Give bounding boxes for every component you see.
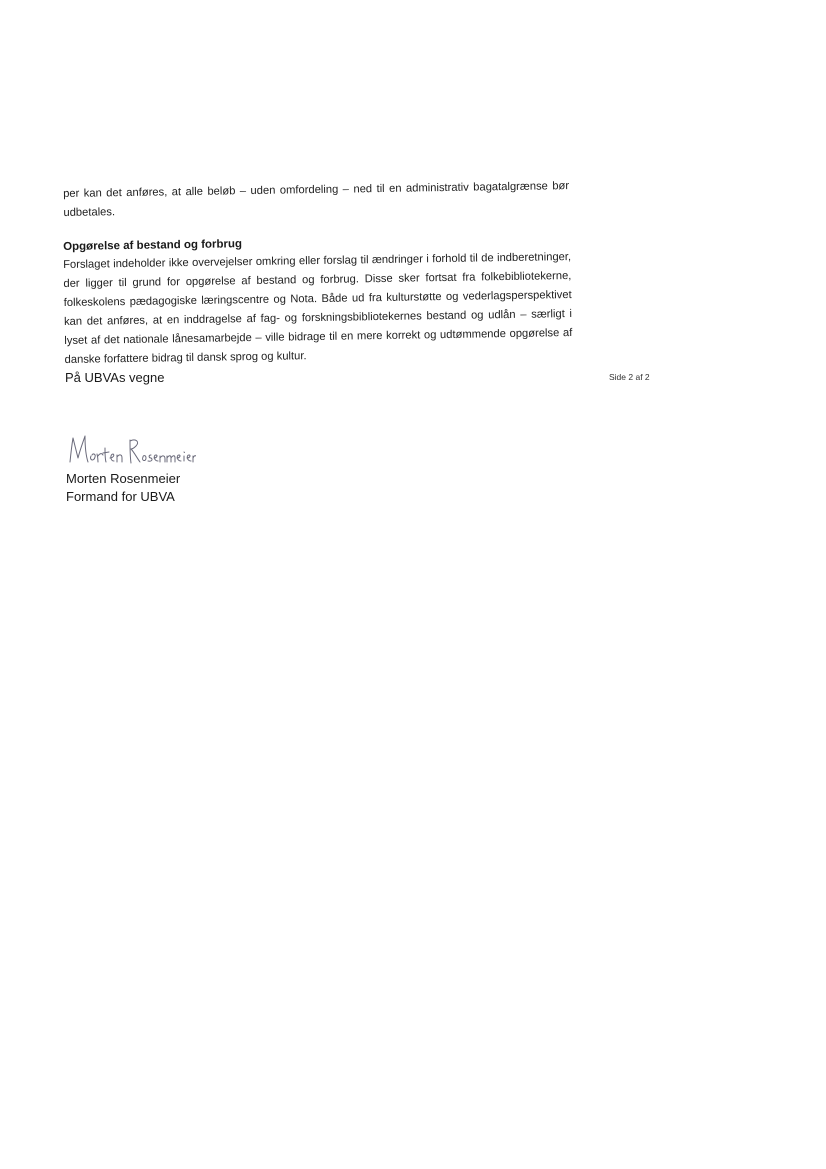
closing-line: På UBVAs vegne xyxy=(65,370,165,385)
signer-name: Morten Rosenmeier xyxy=(66,471,181,486)
paragraph-continued: per kan det anføres, at alle beløb – uden omfordeling – ned til en administrativ bagatalgrænse bør udbetales. xyxy=(63,180,570,219)
signer-title: Formand for UBVA xyxy=(66,489,175,504)
page-number: Side 2 af 2 xyxy=(609,372,650,382)
section-body: Forslaget indeholder ikke overvejelser omkring eller forslag til ændringer i forhold til de indberetninger, der ligger til grund for opgørelse af bestand og forbrug. Disse sker fortsat fra folkebibliotekerne, folkeskolens pædagogiske læringscentre og Nota. Både ud fra kulturstøtte og vederlagsperspektivet kan det anføres, at en inddragelse af fag- og forskningsbibliotekernes bestand og udlån – særligt i lyset af det nationale lånesamarbejde – ville bidrage til en mere korrekt og udtømmende opgørelse af danske forfattere bidrag til dansk sprog og kultur. xyxy=(63,251,573,366)
section-heading: Opgørelse af bestand og forbrug xyxy=(63,238,243,253)
handwritten-signature xyxy=(66,430,196,470)
